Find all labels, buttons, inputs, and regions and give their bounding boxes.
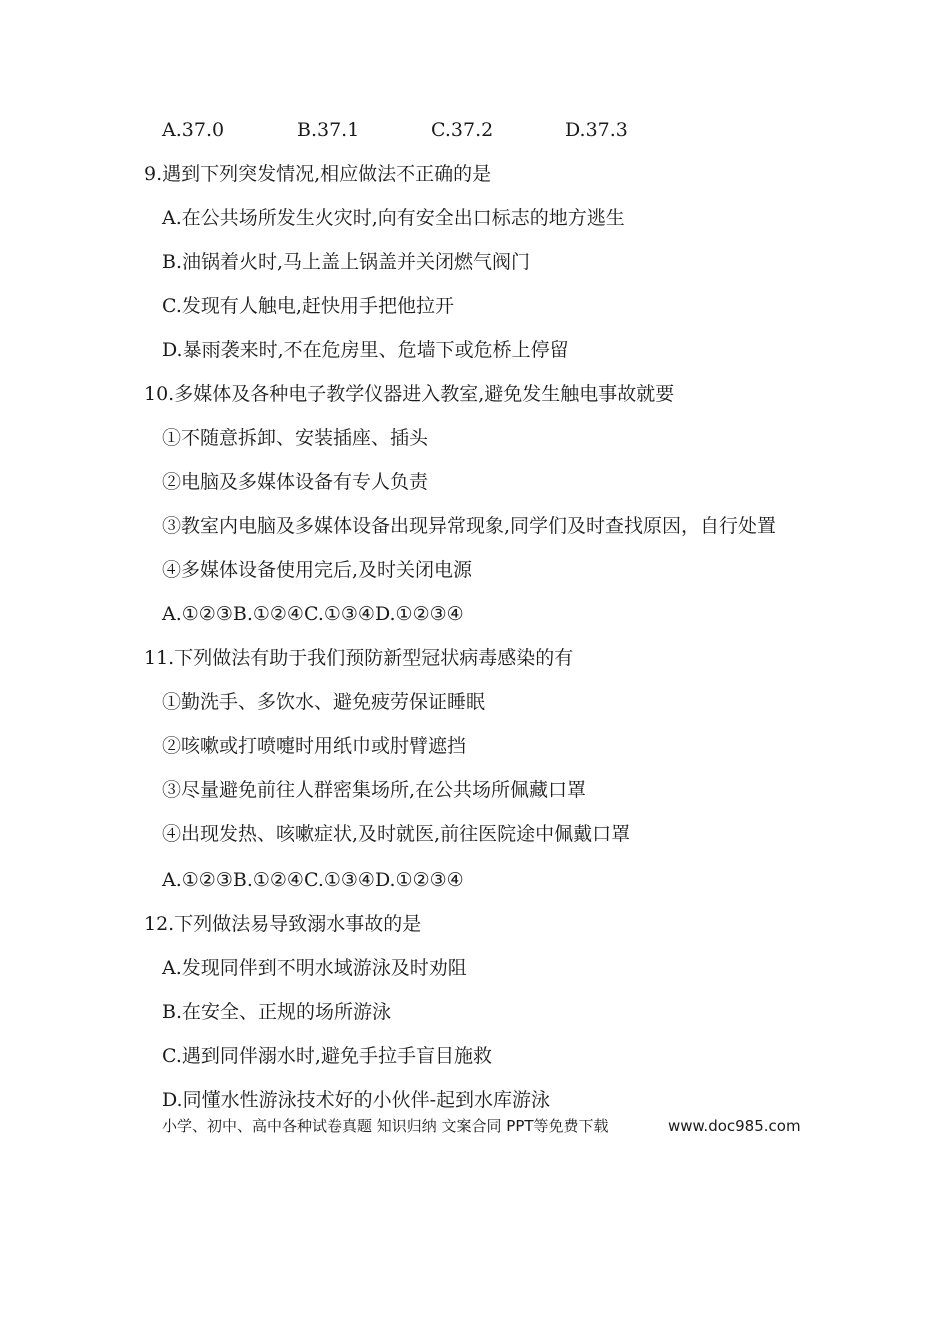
- q9-option-d: D.暴雨袭来时,不在危房里、危墙下或危桥上停留: [162, 339, 569, 361]
- q10-item-3: ③教室内电脑及多媒体设备出现异常现象,同学们及时查找原因，自行处置: [162, 515, 777, 537]
- q8-option-d: D.37.3: [565, 119, 628, 141]
- q10-answers: A.①②③B.①②④C.①③④D.①②③④: [162, 603, 464, 625]
- q9-option-b: B.油锅着火时,马上盖上锅盖并关闭燃气阀门: [162, 251, 531, 273]
- q11-item-3: ③尽量避免前往人群密集场所,在公共场所佩藏口罩: [162, 779, 587, 801]
- q11-stem: 11.下列做法有助于我们预防新型冠状病毒感染的有: [144, 647, 574, 669]
- footer-url[interactable]: www.doc985.com: [668, 1117, 801, 1135]
- q11-answers: A.①②③B.①②④C.①③④D.①②③④: [162, 869, 464, 891]
- q12-option-a: A.发现同伴到不明水域游泳及时劝阻: [162, 957, 467, 979]
- q10-item-1: ①不随意拆卸、安装插座、插头: [162, 427, 429, 449]
- q12-option-d: D.同懂水性游泳技术好的小伙伴-起到水库游泳: [162, 1089, 551, 1111]
- q10-item-4: ④多媒体设备使用完后,及时关闭电源: [162, 559, 473, 581]
- q11-item-4: ④出现发热、咳嗽症状,及时就医,前往医院途中佩戴口罩: [162, 823, 631, 845]
- q10-item-2: ②电脑及多媒体设备有专人负责: [162, 471, 429, 493]
- q11-item-1: ①勤洗手、多饮水、避免疲劳保证睡眠: [162, 691, 486, 713]
- q8-option-b: B.37.1: [297, 119, 360, 141]
- q8-option-c: C.37.2: [431, 119, 494, 141]
- q9-stem: 9.遇到下列突发情况,相应做法不正确的是: [144, 163, 492, 185]
- q10-stem: 10.多媒体及各种电子教学仪器进入教室,避免发生触电事故就要: [144, 383, 675, 405]
- q9-option-a: A.在公共场所发生火灾时,向有安全出口标志的地方逃生: [162, 207, 625, 229]
- q9-option-c: C.发现有人触电,赶快用手把他拉开: [162, 295, 454, 317]
- q12-option-c: C.遇到同伴溺水时,避免手拉手盲目施救: [162, 1045, 492, 1067]
- q12-stem: 12.下列做法易导致溺水事故的是: [144, 913, 422, 935]
- q12-option-b: B.在安全、正规的场所游泳: [162, 1001, 392, 1023]
- q8-option-a: A.37.0: [162, 119, 225, 141]
- q11-item-2: ②咳嗽或打喷嚏时用纸巾或肘臂遮挡: [162, 735, 467, 757]
- footer-text: 小学、初中、高中各种试卷真题 知识归纳 文案合同 PPT等免费下载: [162, 1117, 609, 1135]
